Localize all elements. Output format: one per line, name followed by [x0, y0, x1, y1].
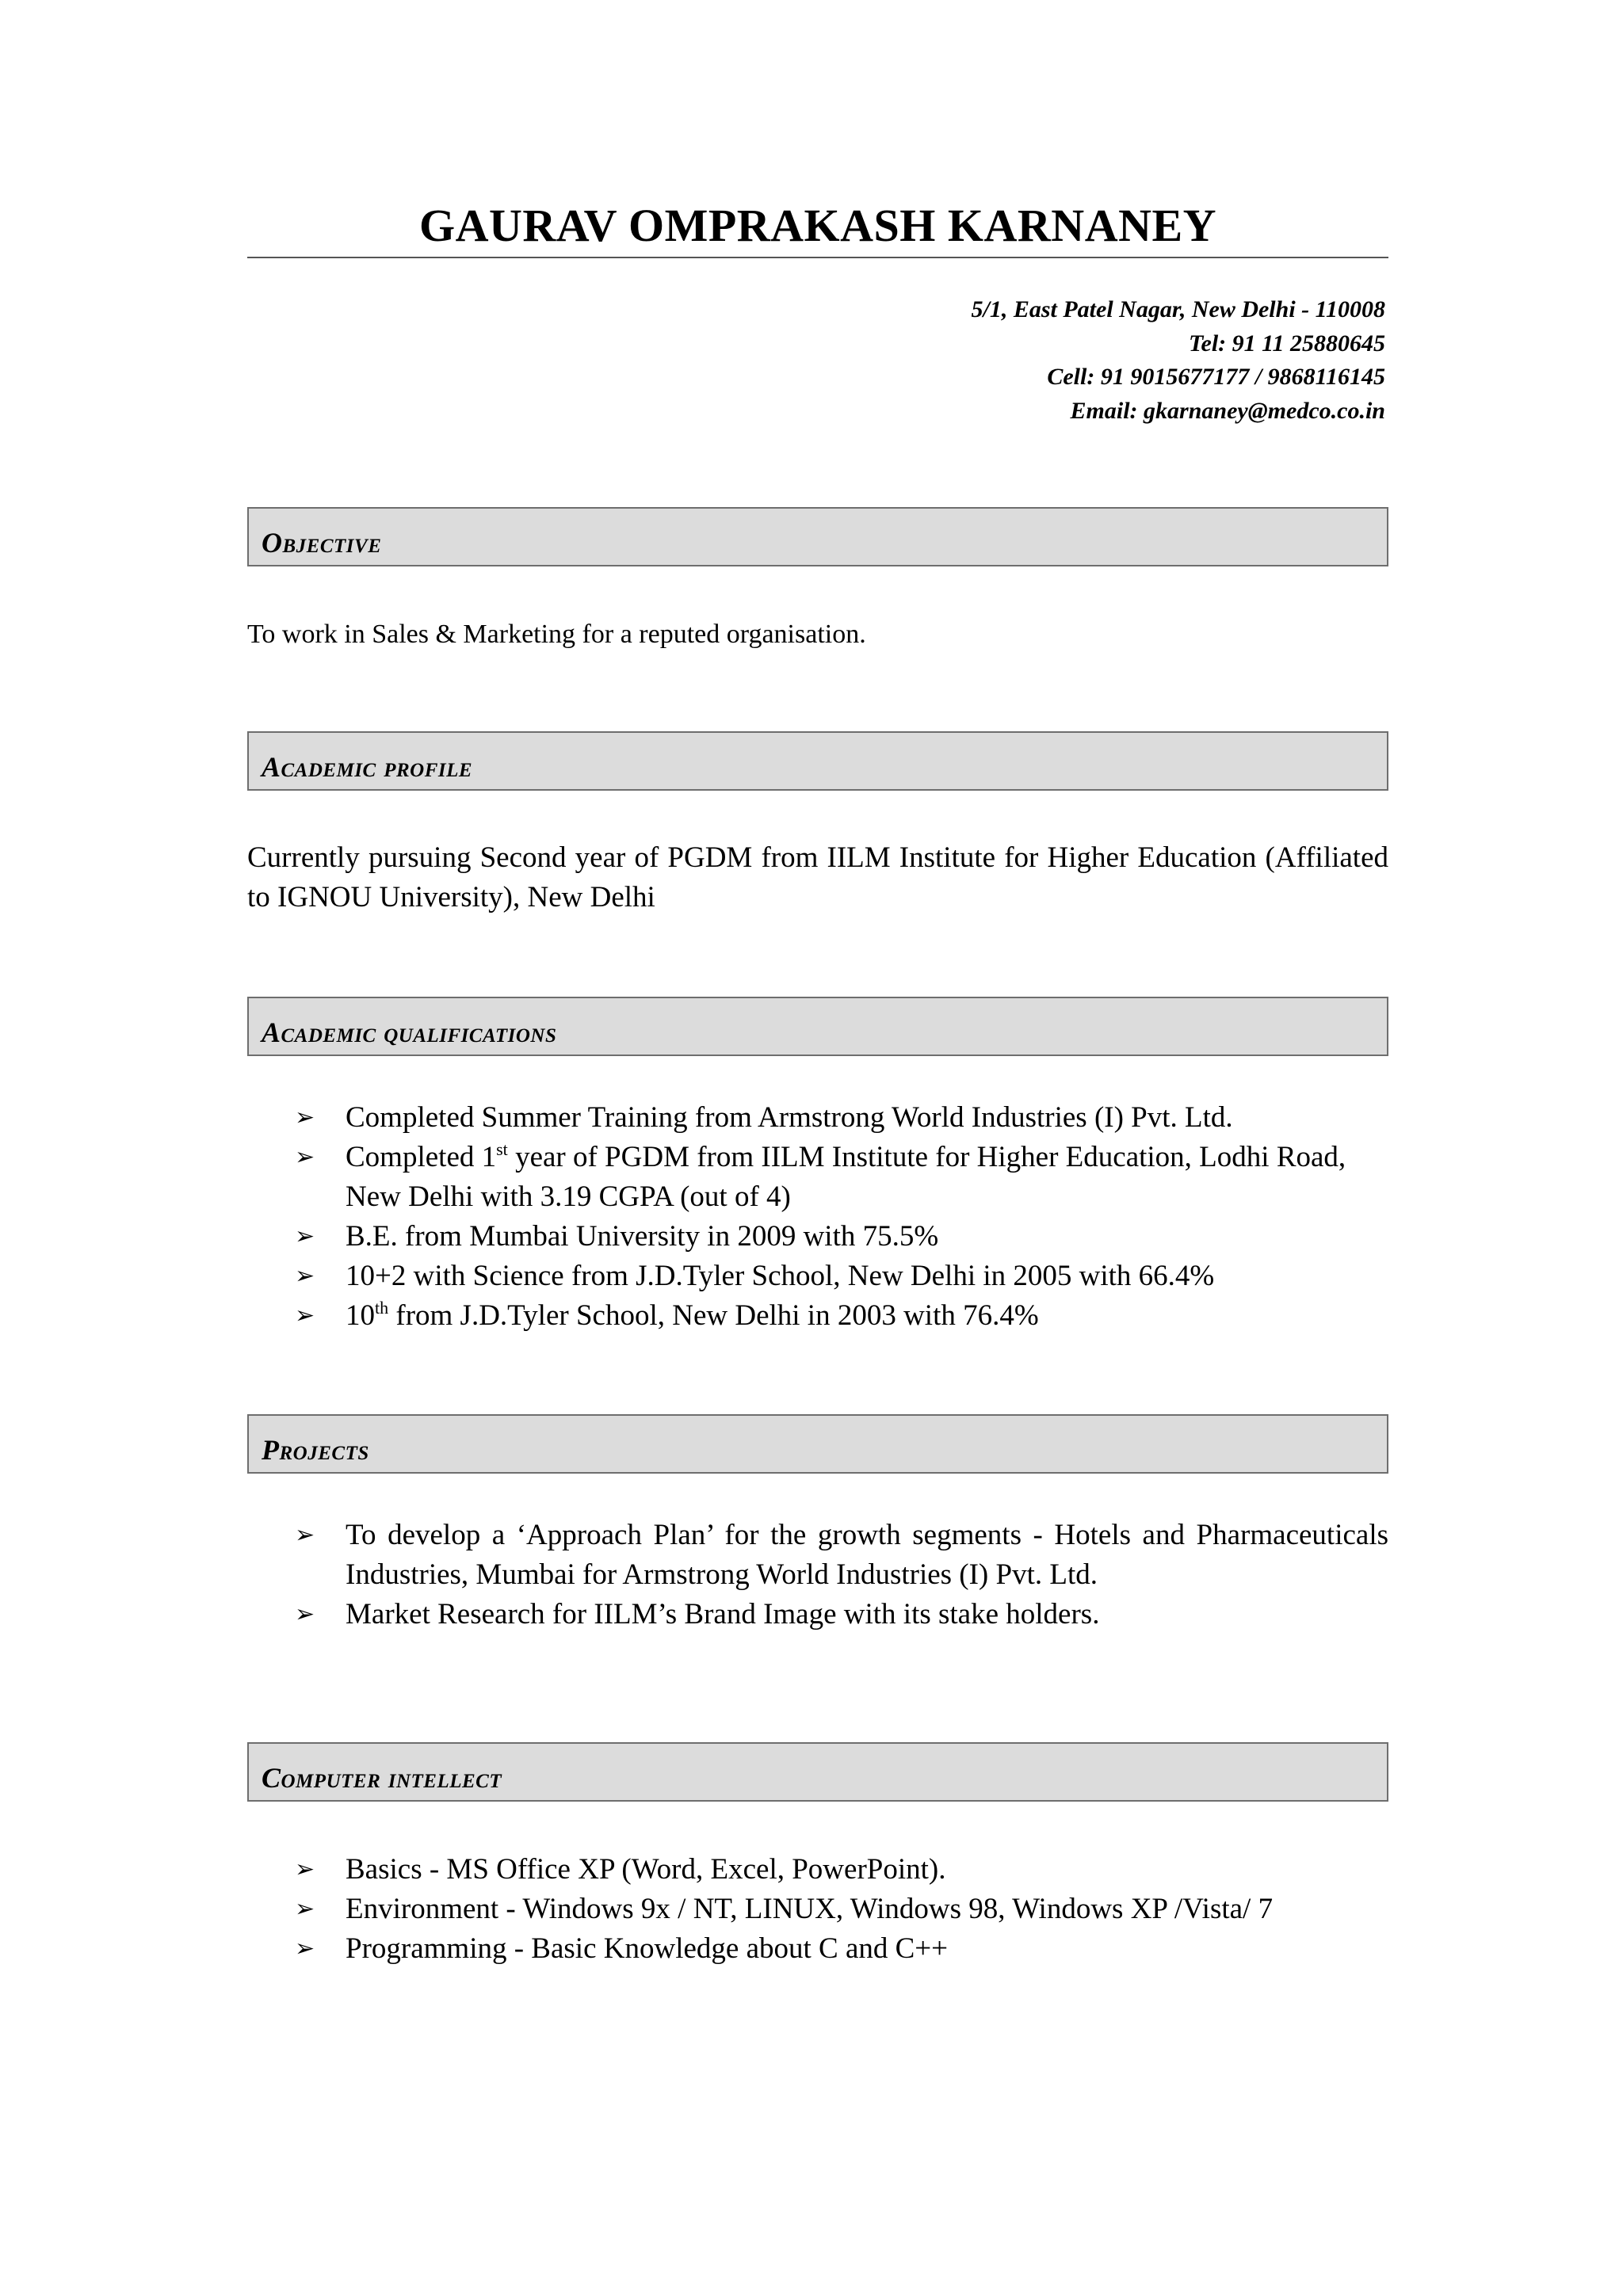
section-title-objective: Objective — [262, 527, 382, 559]
section-header-computer-intellect — [247, 1742, 1388, 1802]
list-item-text: Completed Summer Training from Armstrong World Industries (I) Pvt. Ltd. — [346, 1101, 1233, 1134]
list-item-text: Market Research for IILM’s Brand Image with its stake holders. — [346, 1598, 1100, 1630]
list-item — [247, 1516, 1388, 1595]
arrowhead-bullet-icon: ➢ — [295, 1600, 315, 1628]
list-item — [247, 1217, 1388, 1257]
arrowhead-bullet-icon: ➢ — [295, 1935, 315, 1962]
section-header-academic-profile — [247, 731, 1388, 791]
ordinal-suffix: th — [375, 1298, 389, 1318]
arrowhead-bullet-icon: ➢ — [295, 1895, 315, 1923]
contact-cell: Cell: 91 9015677177 / 9868116145 — [1047, 364, 1385, 390]
list-item-text: Programming - Basic Knowledge about C and C++ — [346, 1932, 949, 1965]
list-item-text-rest: year of PGDM from IILM Institute for Higher Education, Lodhi Road, New Delhi with 3.19 CGPA (out of 4) — [346, 1141, 1346, 1213]
list-item-text-prefix: Completed 1 — [346, 1141, 497, 1173]
section-header-objective — [247, 507, 1388, 566]
contact-tel: Tel: 91 11 25880645 — [1188, 330, 1385, 357]
list-item — [247, 1929, 1388, 1969]
projects-list — [247, 1516, 1388, 1634]
qualifications-list — [247, 1098, 1388, 1336]
list-item-text: 10+2 with Science from J.D.Tyler School, New Delhi in 2005 with 66.4% — [346, 1260, 1215, 1292]
list-item — [247, 1595, 1388, 1634]
objective-text: To work in Sales & Marketing for a reputed organisation. — [247, 620, 866, 649]
section-title-academic-profile: Academic profile — [262, 751, 473, 783]
list-item-text-rest: from J.D.Tyler School, New Delhi in 2003 with 76.4% — [388, 1299, 1039, 1332]
arrowhead-bullet-icon: ➢ — [295, 1302, 315, 1329]
list-item — [247, 1138, 1388, 1217]
list-item-text — [346, 1296, 1388, 1336]
list-item — [247, 1257, 1388, 1296]
computer-skills-list — [247, 1850, 1388, 1969]
academic-profile-text: Currently pursuing Second year of PGDM from IILM Institute for Higher Education (Affiliated to IGNOU University), New Delhi — [247, 841, 1388, 913]
list-item — [247, 1098, 1388, 1138]
arrowhead-bullet-icon: ➢ — [295, 1222, 315, 1250]
contact-email[interactable]: Email: gkarnaney@medco.co.in — [1070, 397, 1385, 424]
list-item-text: Environment - Windows 9x / NT, LINUX, Windows 98, Windows XP /Vista/ 7 — [346, 1893, 1274, 1925]
section-title-projects: Projects — [262, 1434, 369, 1466]
contact-block — [971, 293, 1385, 428]
arrowhead-bullet-icon: ➢ — [295, 1104, 315, 1131]
section-title-academic-qualifications: Academic qualifications — [262, 1016, 557, 1048]
arrowhead-bullet-icon: ➢ — [295, 1262, 315, 1290]
list-item — [247, 1850, 1388, 1890]
ordinal-suffix: st — [496, 1139, 508, 1159]
list-item-text-prefix: 10 — [346, 1299, 375, 1332]
list-item-text: Basics - MS Office XP (Word, Excel, PowerPoint). — [346, 1853, 946, 1886]
list-item — [247, 1890, 1388, 1929]
list-item-text: B.E. from Mumbai University in 2009 with 75.5% — [346, 1220, 939, 1253]
list-item-text: To develop a ‘Approach Plan’ for the growth segments - Hotels and Pharmaceuticals Industries, Mumbai for Armstrong World Industries (I) Pvt. Ltd. — [346, 1519, 1388, 1591]
section-header-academic-qualifications — [247, 997, 1388, 1056]
list-item-text — [346, 1138, 1388, 1217]
section-title-computer-intellect: Computer intellect — [262, 1762, 502, 1794]
section-header-projects — [247, 1414, 1388, 1474]
arrowhead-bullet-icon: ➢ — [295, 1521, 315, 1549]
name-divider — [247, 257, 1388, 258]
arrowhead-bullet-icon: ➢ — [295, 1143, 315, 1171]
resume-page — [247, 0, 1388, 2296]
arrowhead-bullet-icon: ➢ — [295, 1855, 315, 1883]
contact-address: 5/1, East Patel Nagar, New Delhi - 110008 — [971, 296, 1385, 322]
candidate-name: GAURAV OMPRAKASH KARNANEY — [418, 200, 1217, 251]
list-item — [247, 1296, 1388, 1336]
